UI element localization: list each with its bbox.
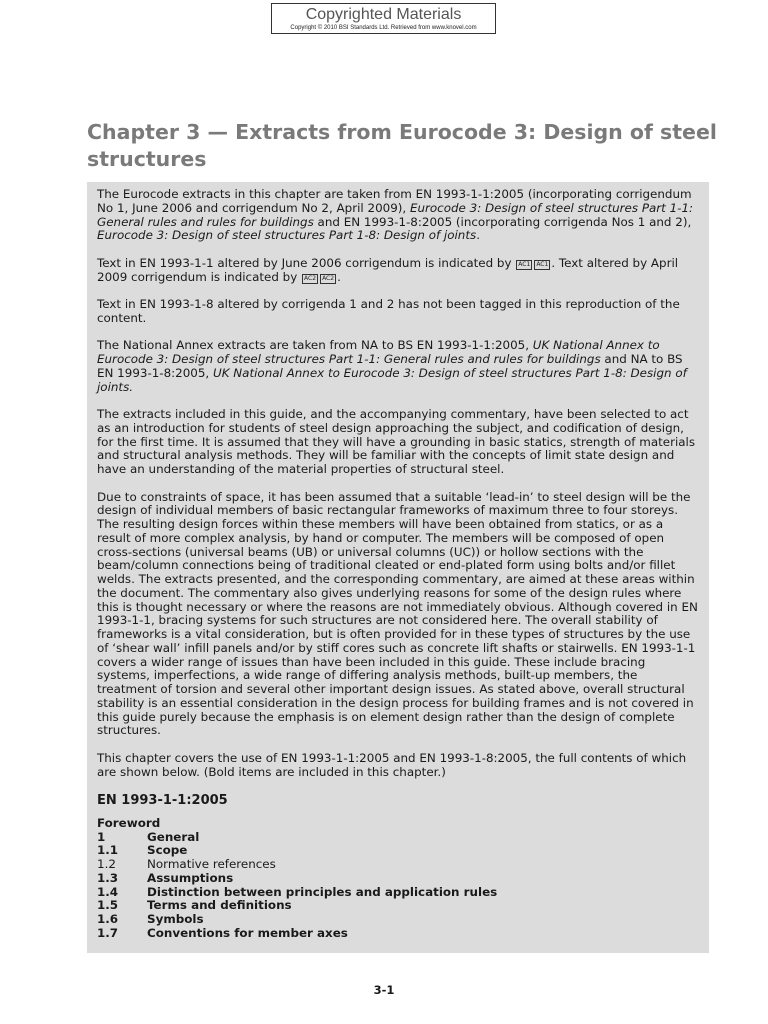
- paragraph-extracts: The extracts included in this guide, and the accompanying commentary, have been selected to act as an introduction for students of steel design approaching the subject, and codification of design, for the first time. It is assumed that they will have a grounding in basic statics, strength of materials and structural analysis methods. They will be familiar with the concepts of limit state design and have an understanding of the material properties of structural steel.: [97, 407, 696, 476]
- text-run: .: [337, 269, 341, 284]
- toc-number: 1.5: [97, 898, 119, 913]
- toc-row: [97, 858, 699, 872]
- text-run: . Text altered by April 2009 corrigendum is indicated by: [97, 255, 679, 284]
- toc-title: General: [147, 829, 200, 844]
- paragraph-scope: Due to constraints of space, it has been assumed that a suitable ‘lead-in’ to steel design will be the design of individual members of basic rectangular frameworks of maximum three to four storeys. The resulting design forces within these members will have been obtained from statics, or as a result of more complex analysis, by hand or computer. The members will be composed of open cross-sections (universal beams (UB) or universal columns (UC)) or hollow sections with the beam/column connections being of traditional cleated or end-plated form using bolts and/or fillet welds. The extracts presented, and the corresponding commentary, are aimed at these areas within the document. The commentary also gives underlying reasons for some of the design rules where this is thought necessary or where the reasons are not immediately obvious. Although covered in EN 1993-1-1, bracing systems for such structures are not considered here. The overall stability of frameworks is a vital consideration, but is often provided for in these types of structures by the use of ‘shear wall’ infill panels and/or by stiff cores such as concrete lift shafts or stairwells. EN 1993-1-1 covers a wider range of issues than have been included in this guide. These include bracing systems, imperfections, a wide range of differing analysis methods, built-up members, the treatment of torsion and several other important design issues. As stated above, overall structural stability is an essential consideration in the design process for building frames and is not covered in this guide purely because the emphasis is on element design rather than the design of complete structures.: [97, 489, 698, 738]
- toc-title: Symbols: [147, 911, 204, 926]
- paragraph-contents: This chapter covers the use of EN 1993-1-1:2005 and EN 1993-1-8:2005, the full contents of which are shown below. (Bold items are included in this chapter.): [97, 750, 687, 779]
- page-number: 3-1: [373, 983, 395, 997]
- toc-number: 1.7: [97, 925, 119, 940]
- toc-row: [97, 927, 699, 941]
- ac1-close-tag-icon: AC1: [536, 260, 549, 268]
- toc-row: [97, 872, 699, 886]
- paragraph-national-annex: [97, 339, 699, 394]
- toc-row: [97, 844, 699, 858]
- intro-panel: [87, 182, 709, 953]
- toc-title: Terms and definitions: [147, 898, 292, 913]
- text-run: and EN 1993-1-8:2005 (incorporating corrigenda Nos 1 and 2),: [313, 214, 692, 229]
- toc-title: Distinction between principles and application rules: [147, 884, 498, 899]
- ac1-open-tag-icon: AC1: [518, 260, 531, 268]
- toc-title: Scope: [147, 843, 188, 858]
- italic-title: UK National Annex to Eurocode 3: Design of steel structures Part 1-8: Design of joints.: [97, 365, 687, 394]
- italic-title: Eurocode 3: Design of steel structures Part 1-8: Design of joints: [97, 228, 477, 243]
- toc-number: 1.2: [97, 857, 116, 872]
- text-run: and NA to BS EN 1993-1-8:2005,: [97, 352, 683, 380]
- table-of-contents: [97, 817, 699, 940]
- italic-title: Eurocode 3: Design of steel structures Part 1-1: General rules and rules for buildings: [97, 200, 694, 229]
- text-run: .: [476, 228, 480, 243]
- italic-title: UK National Annex to Eurocode 3: Design of steel structures Part 1-1: General rules and rules for buildings: [97, 338, 660, 366]
- toc-row: [97, 886, 699, 900]
- toc-number: 1.3: [97, 870, 119, 885]
- toc-number: 1.4: [97, 884, 119, 899]
- toc-number: 1.1: [97, 843, 119, 858]
- toc-row: [97, 831, 699, 845]
- paragraph-untagged: Text in EN 1993-1-8 altered by corrigenda 1 and 2 has not been tagged in this reproduction of the content.: [97, 297, 680, 325]
- text-run: The Eurocode extracts in this chapter are taken from EN 1993-1-1:2005 (incorporating corrigendum No 1, June 2006 and corrigendum No 2, April 2009),: [97, 187, 692, 215]
- toc-title: Conventions for member axes: [147, 925, 348, 940]
- stamp-title: Copyrighted Materials: [305, 6, 462, 23]
- ac2-open-tag-icon: AC2: [304, 274, 317, 282]
- chapter-title: Chapter 3 — Extracts from Eurocode 3: Design of steel structures: [87, 120, 717, 171]
- toc-row: [97, 913, 699, 927]
- toc-title: Assumptions: [147, 870, 234, 885]
- toc-foreword: Foreword: [97, 816, 161, 830]
- toc-row: [97, 899, 699, 913]
- text-run: Text in EN 1993-1-1 altered by June 2006 corrigendum is indicated by: [97, 255, 516, 270]
- paragraph-corrigendum-tags: [97, 257, 699, 285]
- ac2-close-tag-icon: AC2: [322, 274, 335, 282]
- stamp-subtitle: Copyright © 2010 BSI Standards Ltd. Retrieved from www.knovel.com: [290, 25, 477, 31]
- paragraph-sources: [97, 188, 699, 243]
- toc-title: Normative references: [147, 857, 276, 872]
- toc-number: 1.6: [97, 911, 119, 926]
- toc-number: 1: [97, 829, 106, 844]
- toc-heading: EN 1993-1-1:2005: [97, 793, 228, 808]
- copyright-stamp: [271, 3, 496, 34]
- text-run: The National Annex extracts are taken from NA to BS EN 1993-1-1:2005,: [97, 338, 533, 353]
